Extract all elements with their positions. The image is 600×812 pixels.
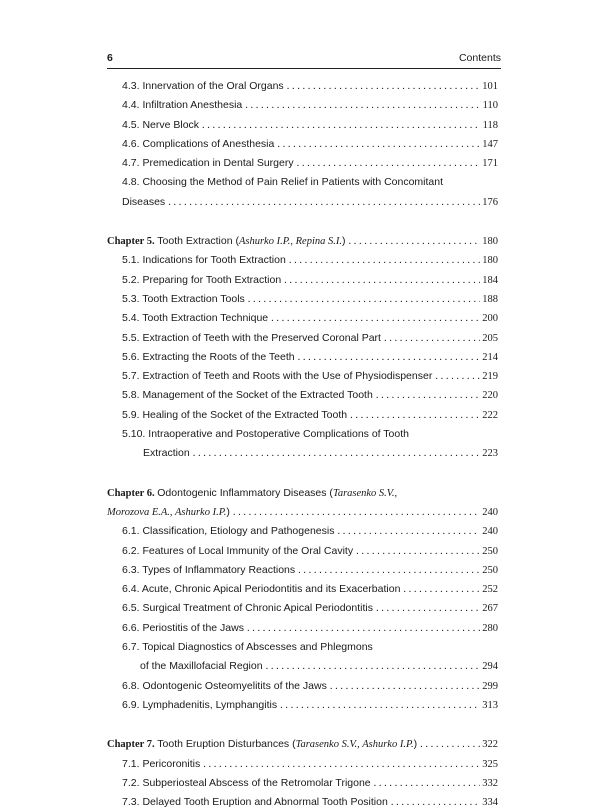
toc-entry[interactable]: 6.1. Classification, Etiology and Pathogenesis . . . 240 [107, 522, 498, 541]
toc-entry-page: 188 [482, 293, 498, 305]
toc-entry[interactable]: 7.2. Subperiosteal Abscess of the Retromolar Trigone . . . 332 [107, 774, 498, 793]
toc-entry-page: 184 [482, 274, 498, 286]
chapter-6-heading[interactable] [107, 484, 498, 503]
toc-entry-title: Diseases [122, 195, 166, 208]
toc-entry-title: Intraoperative and Postoperative Complications of Tooth [148, 428, 409, 441]
toc-entry[interactable]: 4.3. Innervation of the Oral Organs . . . 101 [107, 77, 498, 96]
toc-entry[interactable]: 7.3. Delayed Tooth Eruption and Abnormal Tooth Position . . . 334 [107, 793, 498, 812]
toc-entry[interactable]: 6.6. Periostitis of the Jaws . . . 280 [107, 619, 498, 638]
toc-entry[interactable]: 5.9. Healing of the Socket of the Extracted Tooth . . . 222 [107, 406, 498, 425]
toc-entry-continuation[interactable] [107, 444, 498, 463]
toc-entry-page: 101 [482, 81, 498, 92]
toc-entry-page: 180 [482, 255, 498, 267]
table-of-contents [107, 77, 498, 812]
toc-entry-title: Acute, Chronic Apical Periodontitis and its Exacerbation [141, 583, 401, 596]
toc-entry-page: 250 [482, 545, 498, 557]
toc-entry[interactable]: 6.5. Surgical Treatment of Chronic Apical Periodontitis . . . 267 [107, 599, 498, 618]
toc-entry-page: 322 [482, 739, 498, 751]
chapter-title: Odontogenic Inflammatory Diseases ( [157, 486, 333, 499]
chapter-label: Chapter 6. [107, 487, 155, 499]
toc-entry-title: Classification, Etiology and Pathogenesis [142, 525, 335, 538]
toc-entry[interactable]: 4.6. Complications of Anesthesia . . . 147 [107, 135, 498, 154]
toc-entry-continuation[interactable] [107, 657, 498, 676]
toc-entry-title: Healing of the Socket of the Extracted Tooth [142, 408, 348, 421]
toc-entry-page: 334 [482, 797, 498, 809]
toc-entry-page: 118 [482, 119, 498, 131]
toc-entry[interactable]: 4.5. Nerve Block . . . 118 [107, 116, 498, 135]
chapter-authors: Tarasenko S.V., Ashurko I.P. [295, 739, 414, 751]
toc-entry-page: 223 [482, 448, 498, 460]
toc-entry-page: 222 [482, 409, 498, 421]
toc-entry[interactable]: 5.6. Extracting the Roots of the Teeth . . . 214 [107, 348, 498, 367]
chapter-authors: Morozova E.A., Ashurko I.P. [107, 506, 227, 518]
toc-entry-page: 220 [482, 390, 498, 402]
toc-entry[interactable]: 4.4. Infiltration Anesthesia . . . 110 [107, 96, 498, 115]
toc-entry[interactable]: 7.1. Pericoronitis . . . 325 [107, 755, 498, 774]
toc-entry-title: Tooth Extraction Tools [142, 292, 245, 305]
toc-entry-page: 176 [482, 196, 498, 208]
toc-entry-title: Surgical Treatment of Chronic Apical Periodontitis [142, 602, 373, 615]
toc-entry[interactable]: 5.10. Intraoperative and Postoperative Complications of Tooth [122, 428, 409, 441]
toc-entry-title: Management of the Socket of the Extracted Tooth [142, 389, 373, 402]
toc-entry[interactable]: 5.1. Indications for Tooth Extraction . . . 180 [107, 251, 498, 270]
toc-entry[interactable]: 5.7. Extraction of Teeth and Roots with the Use of Physiodispenser . . . 219 [107, 367, 498, 386]
toc-entry[interactable]: 6.4. Acute, Chronic Apical Periodontitis and its Exacerbation . . . 252 [107, 580, 498, 599]
toc-entry[interactable]: 6.8. Odontogenic Osteomyelitits of the Jaws . . . 299 [107, 677, 498, 696]
chapter-title: Tooth Eruption Disturbances ( [157, 738, 296, 751]
toc-entry-title: Extraction of Teeth and Roots with the Use of Physiodispenser [142, 370, 433, 383]
toc-entry-title: of the Maxillofacial Region [140, 660, 263, 673]
toc-entry-page: 214 [482, 351, 498, 363]
toc-entry-title: Extraction [143, 447, 190, 460]
toc-entry[interactable]: 5.4. Tooth Extraction Technique . . . 200 [107, 309, 498, 328]
chapter-7-heading[interactable]: Chapter 7. Tooth Eruption Disturbances (Tarasenko S.V., Ashurko I.P.) . . . 322 [107, 735, 498, 754]
toc-entry[interactable]: 5.5. Extraction of Teeth with the Preserved Coronal Part . . . 205 [107, 329, 498, 348]
toc-entry[interactable]: 4.7. Premedication in Dental Surgery . . . 171 [107, 154, 498, 173]
toc-entry-title: Pericoronitis [142, 757, 201, 770]
toc-entry-page: 205 [482, 332, 498, 344]
toc-entry-title: Topical Diagnostics of Abscesses and Phlegmons [142, 641, 373, 654]
toc-entry-page: 299 [482, 680, 498, 692]
toc-entry-title: Extraction of Teeth with the Preserved Coronal Part [142, 331, 381, 344]
toc-entry-page: 200 [482, 313, 498, 325]
toc-entry-page: 294 [482, 661, 498, 673]
toc-entry-title: Types of Inflammatory Reactions [142, 563, 296, 576]
toc-entry-title: Innervation of the Oral Organs [142, 80, 284, 92]
chapter-authors: Ashurko I.P., Repina S.I. [238, 236, 343, 248]
toc-entry-page: 280 [482, 622, 498, 634]
toc-entry-page: 325 [482, 758, 498, 770]
chapter-label: Chapter 7. [107, 739, 155, 751]
toc-entry-title: Odontogenic Osteomyelitits of the Jaws [142, 679, 327, 692]
chapter-6-heading-continuation[interactable]: Morozova E.A., Ashurko I.P.) . . . 240 [107, 503, 498, 522]
toc-entry-page: 313 [482, 699, 498, 711]
toc-entry-title: Infiltration Anesthesia [142, 99, 243, 112]
toc-entry[interactable]: 6.7. Topical Diagnostics of Abscesses and Phlegmons [122, 641, 373, 654]
toc-entry-title: Choosing the Method of Pain Relief in Patients with Concomitant [142, 176, 444, 189]
toc-entry-page: 171 [482, 158, 498, 170]
page-number: 6 [107, 52, 113, 64]
toc-entry-title: Periostitis of the Jaws [142, 621, 244, 634]
toc-entry-page: 240 [482, 506, 498, 518]
toc-entry-page: 110 [482, 100, 498, 112]
page-header [107, 50, 501, 69]
toc-entry-title: Extracting the Roots of the Teeth [142, 350, 295, 363]
toc-entry[interactable]: 6.3. Types of Inflammatory Reactions . . . 250 [107, 561, 498, 580]
toc-entry-page: 252 [482, 584, 498, 596]
chapter-title: Tooth Extraction ( [157, 235, 239, 248]
toc-entry-page: 332 [482, 777, 498, 789]
running-title: Contents [458, 52, 501, 64]
toc-entry-page: 219 [482, 371, 498, 383]
chapter-5-heading[interactable]: Chapter 5. Tooth Extraction (Ashurko I.P., Repina S.I.) . . . 180 [107, 232, 498, 251]
toc-entry-title: Premedication in Dental Surgery [142, 157, 294, 170]
toc-entry[interactable]: 5.2. Preparing for Tooth Extraction . . . 184 [107, 271, 498, 290]
toc-entry-title: Features of Local Immunity of the Oral Cavity [142, 544, 354, 557]
toc-entry-title: Indications for Tooth Extraction [142, 254, 286, 267]
toc-entry-title: Lymphadenitis, Lymphangitis [142, 698, 278, 711]
toc-entry[interactable]: 6.9. Lymphadenitis, Lymphangitis . . . 313 [107, 696, 498, 715]
toc-entry-page: 240 [482, 526, 498, 538]
toc-entry-continuation[interactable] [107, 193, 498, 212]
toc-entry-title: Complications of Anesthesia [142, 137, 275, 150]
toc-entry-title: Nerve Block [142, 118, 200, 131]
chapter-label: Chapter 5. [107, 236, 155, 248]
toc-entry[interactable]: 5.8. Management of the Socket of the Extracted Tooth . . . 220 [107, 386, 498, 405]
toc-entry[interactable]: 6.2. Features of Local Immunity of the Oral Cavity . . . 250 [107, 542, 498, 561]
toc-entry-page: 147 [482, 138, 498, 150]
toc-entry-title: Subperiosteal Abscess of the Retromolar Trigone [142, 776, 371, 789]
toc-entry[interactable]: 4.8. Choosing the Method of Pain Relief in Patients with Concomitant [122, 176, 444, 189]
toc-entry-page: 180 [482, 236, 498, 248]
toc-entry-title: Delayed Tooth Eruption and Abnormal Tooth Position [142, 796, 388, 809]
toc-entry-page: 267 [482, 603, 498, 615]
toc-entry-page: 250 [482, 564, 498, 576]
toc-entry-title: Tooth Extraction Technique [142, 312, 269, 325]
toc-entry[interactable]: 5.3. Tooth Extraction Tools . . . 188 [107, 290, 498, 309]
toc-entry-title: Preparing for Tooth Extraction [142, 273, 282, 286]
chapter-authors: Tarasenko S.V., [332, 487, 398, 499]
